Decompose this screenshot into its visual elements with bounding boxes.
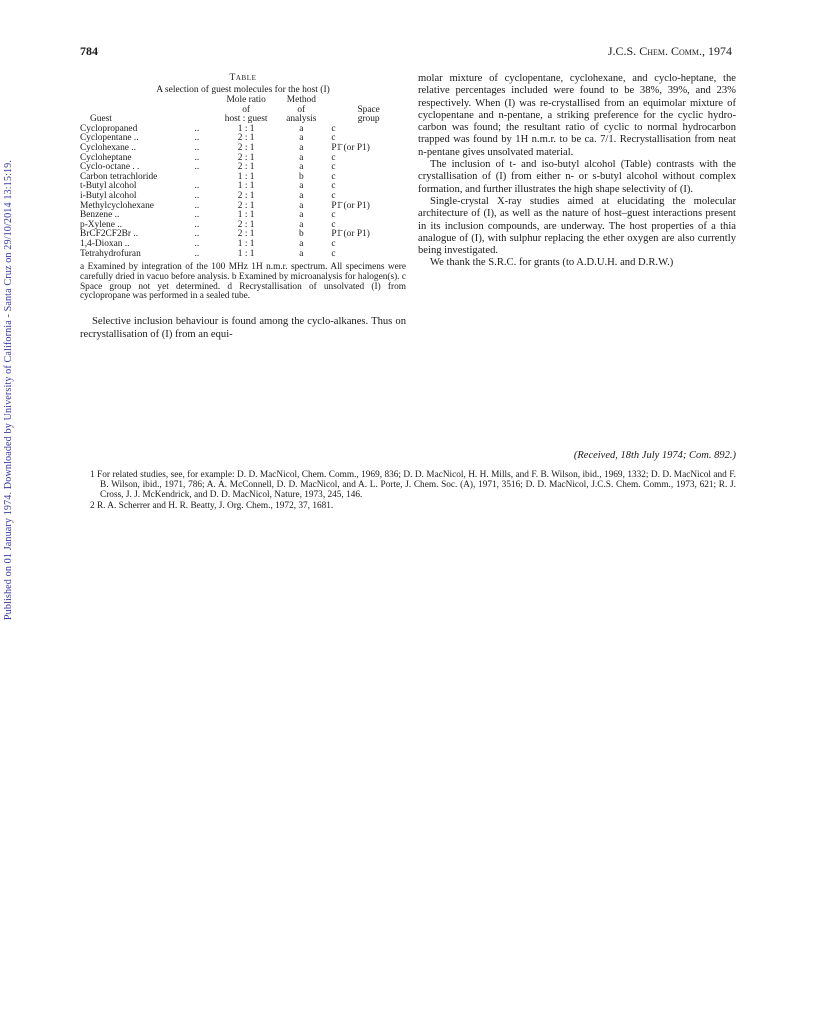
reference: 2 R. A. Scherrer and H. R. Beatty, J. Org. Chem., 1972, 37, 1681. [90,500,334,511]
leader-dots: .. [194,123,200,134]
page-header [80,44,732,60]
right-column [418,73,736,270]
journal-title: J.C.S. Chem. Comm., 1974 [607,44,732,58]
ratio-cell: 1 : 1 [237,238,255,249]
leader-dots: .. [194,248,200,259]
guest-cell: t-Butyl alcohol [80,181,137,192]
space-group-cell: c [331,190,336,201]
method-cell: a [299,190,304,201]
guest-table [80,96,406,259]
guest-cell: BrCF2CF2Br .. [80,229,139,240]
guest-cell: Carbon tetrachloride [80,171,158,182]
paragraph: We thank the S.R.C. for grants (to A.D.U.H. and D.R.W.) [430,257,674,269]
left-body-text [80,316,406,341]
method-cell: a [299,238,304,249]
method-cell: a [299,181,304,192]
method-cell: a [299,133,304,144]
guest-cell: Methylcyclohexane [80,200,154,211]
paragraph: The inclusion of t- and iso-butyl alcohol (Table) contrasts with the crystallisation of (I) from either n- or s-butyl alcohol without complex formation, and further illustrates the high shape selectivity of (I). [418,159,736,195]
leader-dots: .. [194,142,200,153]
ratio-cell: 2 : 1 [237,162,255,173]
leader-dots: .. [194,229,200,240]
leader-dots: .. [194,238,200,249]
guest-cell: i-Butyl alcohol [80,190,137,201]
space-group-cell: P1̄ (or P1) [331,200,370,211]
ratio-cell: 1 : 1 [237,248,255,259]
ratio-cell: 2 : 1 [237,200,255,211]
paragraph: Selective inclusion behaviour is found among the cyclo-alkanes. Thus on recrystallisation of (I) from an equi- [80,316,406,340]
ratio-cell: 2 : 1 [237,190,255,201]
right-body-text [418,73,736,270]
paragraph: molar mixture of cyclopentane, cyclohexane, and cyclo-heptane, the relative percentages included were found to be 38%, 39%, and 23% respectively. When (I) was re-crystallised from an equimolar mixture of cyclopentane and n-pentane, a striking preference for the cyclic hydro-carbon was found; the resultant ratio of cyclic to normal hydrocarbon trapped was found by 1H n.m.r. to be ca. 7/1. Recrystallisation from neat n-pentane gives unsolvated material. [418,73,736,158]
ratio-cell: 2 : 1 [237,142,255,153]
guest-cell: Benzene .. [80,210,120,221]
space-group-cell: c [331,219,336,230]
ratio-cell: 2 : 1 [237,152,255,163]
ratio-cell: 2 : 1 [237,229,255,240]
method-cell: a [299,152,304,163]
guest-cell: Tetrahydrofuran [80,248,141,259]
space-group-cell: c [331,238,336,249]
references [80,470,736,511]
header-method: Method of analysis [286,95,317,125]
space-group-cell: c [331,152,336,163]
ratio-cell: 1 : 1 [237,210,255,221]
ratio-cell: 2 : 1 [237,133,255,144]
table-row [80,250,406,260]
leader-dots: .. [194,133,200,144]
method-cell: a [299,248,304,259]
guest-cell: p-Xylene .. [80,219,122,230]
leader-dots: .. [194,210,200,221]
ratio-cell: 1 : 1 [237,123,255,134]
guest-cell: Cyclopentane .. [80,133,139,144]
left-column [80,73,406,341]
guest-cell: 1,4-Dioxan .. [80,238,130,249]
download-watermark: Published on 01 January 1974. Downloaded by University of California - Santa Cruz on 29/10/2014 13:15:19. [3,160,14,621]
space-group-cell: c [331,162,336,173]
header-ratio: Mole ratio of host : guest [224,95,268,125]
ratio-cell: 1 : 1 [237,181,255,192]
leader-dots: .. [194,219,200,230]
method-cell: b [298,229,304,240]
received-date: (Received, 18th July 1974; Com. 892.) [573,450,736,461]
method-cell: a [299,210,304,221]
leader-dots: .. [194,181,200,192]
space-group-cell: c [331,133,336,144]
space-group-cell: c [331,171,336,182]
method-cell: b [298,171,304,182]
leader-dots: .. [194,200,200,211]
page-number: 784 [80,44,98,58]
leader-dots: .. [194,190,200,201]
ratio-cell: 2 : 1 [237,219,255,230]
space-group-cell: c [331,248,336,259]
leader-dots: .. [194,152,200,163]
table-caption: Table [229,73,257,83]
header-guest: Guest [90,114,112,125]
table-body [80,125,406,259]
method-cell: a [299,123,304,134]
guest-cell: Cyclo-octane . . [80,162,140,173]
method-cell: a [299,142,304,153]
reference: 1 For related studies, see, for example: D. D. MacNicol, Chem. Comm., 1969, 836; D. D. MacNicol, H. H. Mills, and F. B. Wilson, ibid., 1969, 1332; D. D. MacNicol and F. B. Wilson, ibid., 1971, 786; A. A. McConnell, D. D. MacNicol, and A. L. Porte, J. Chem. Soc. (A), 1971, 3516; D. D. MacNicol, J.C.S. Chem. Comm., 1973, 621; R. J. Cross, J. J. McKendrick, and D. D. MacNicol, Nature, 1973, 245, 146. [90,470,736,501]
space-group-cell: P1̄ (or P1) [331,229,370,240]
leader-dots: .. [194,162,200,173]
space-group-cell: c [331,210,336,221]
method-cell: a [299,219,304,230]
method-cell: a [299,200,304,211]
guest-cell: Cycloheptane [80,152,132,163]
space-group-cell: c [331,123,336,134]
guest-cell: Cyclohexane .. [80,142,136,153]
ratio-cell: 1 : 1 [237,171,255,182]
table-subtitle: A selection of guest molecules for the host (I) [156,85,330,95]
paragraph: Single-crystal X-ray studies aimed at elucidating the molecular architecture of (I), as well as the nature of host–guest interactions present in its inclusion compounds, are underway. The host properties of a thia analogue of (I), with sulphur replacing the ether oxygen are also currently being investigated. [418,195,736,257]
space-group-cell: P1̄ (or P1) [331,142,370,153]
space-group-cell: c [331,181,336,192]
header-space-group: Space group [357,104,380,125]
method-cell: a [299,162,304,173]
guest-cell: Cyclopropaned [80,123,138,134]
table-footnotes: a Examined by integration of the 100 MHz 1H n.m.r. spectrum. All specimens were carefully dried in vacuo before analysis. b Examined by microanalysis for halogen(s). c Space group not yet determined. d Recrystallisation of unsolvated (I) from cyclopropane was performed in a sealed tube. [80,262,406,302]
